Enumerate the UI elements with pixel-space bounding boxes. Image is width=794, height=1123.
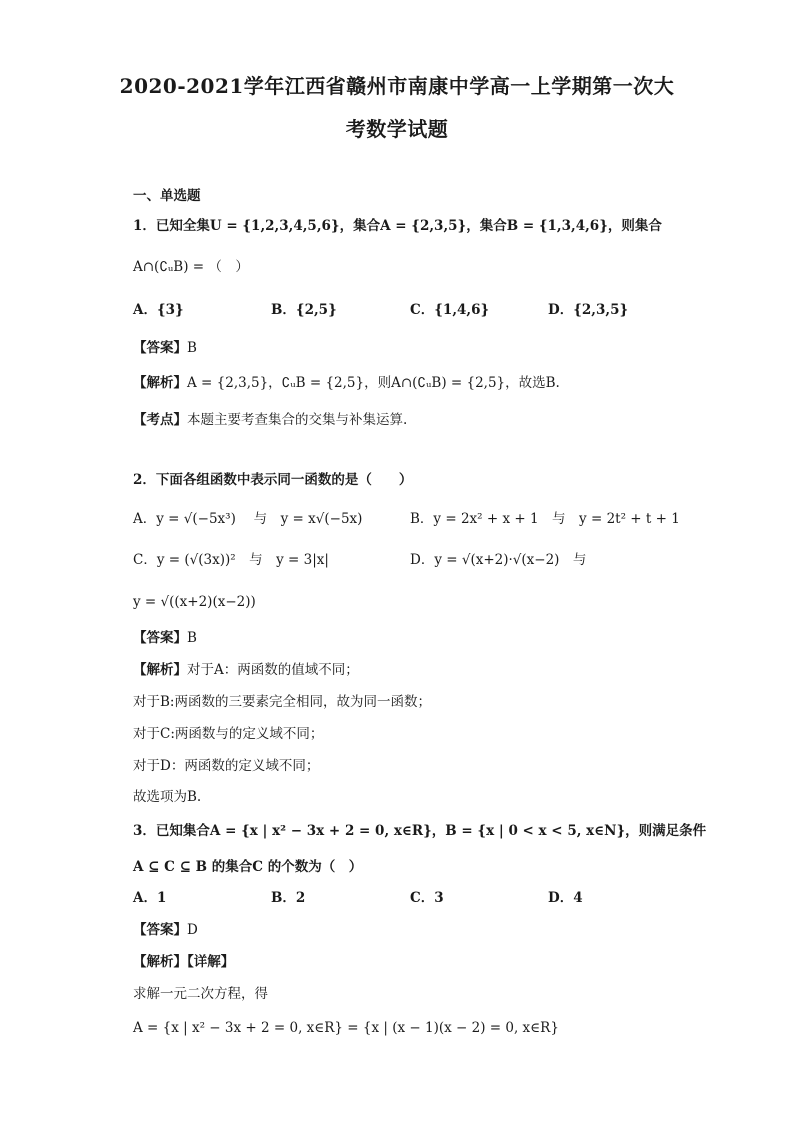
page-title-line-1: 2020-2021学年江西省赣州市南康中学高一上学期第一次大 xyxy=(119,74,675,98)
q1-point-line xyxy=(133,410,407,430)
q2-option-a: A．y = √(−5x³) 与 y = x√(−5x) xyxy=(133,511,363,527)
q3-analysis-line xyxy=(133,952,234,972)
q2-analysis-line-1 xyxy=(133,660,359,680)
q3-stem-cont: A ⊆ C ⊆ B 的集合C 的个数为（ ） xyxy=(133,859,363,875)
q2-answer: B xyxy=(187,630,197,646)
q2-analysis-line-5: 故选项为B. xyxy=(133,789,202,805)
q2-analysis-line-3: 对于C:两函数与的定义域不同； xyxy=(133,726,324,742)
q2-option-b: B．y = 2x² + x + 1 与 y = 2t² + t + 1 xyxy=(410,511,680,527)
q2-option-d: D．y = √(x+2)·√(x−2) 与 xyxy=(410,552,587,568)
point-tag: 【考点】 xyxy=(133,412,187,428)
answer-tag: 【答案】 xyxy=(133,340,187,356)
section-heading: 一、单选题 xyxy=(133,188,201,204)
q1-analysis-line xyxy=(133,373,560,393)
analysis-tag: 【解析】 xyxy=(133,954,187,970)
q3-option-d: D．4 xyxy=(548,890,583,906)
q1-answer-line xyxy=(133,338,197,358)
answer-tag: 【答案】 xyxy=(133,922,187,938)
analysis-tag: 【解析】 xyxy=(133,375,187,391)
q2-analysis-line-4: 对于D：两函数的定义域不同； xyxy=(133,758,320,774)
q3-option-b: B．2 xyxy=(271,890,306,906)
q1-option-a: A．{3} xyxy=(133,302,184,318)
q3-stem: 3．已知集合A = {x | x² − 3x + 2 = 0, x∈R}，B = {x | 0 < x < 5, x∈N}，则满足条件 xyxy=(133,823,707,839)
q2-stem: 2．下面各组函数中表示同一函数的是（ ） xyxy=(133,472,413,488)
q3-analysis-2: A = {x | x² − 3x + 2 = 0, x∈R} = {x | (x − 1)(x − 2) = 0, x∈R} xyxy=(133,1020,559,1036)
analysis-tag: 【解析】 xyxy=(133,662,187,678)
q1-option-d: D．{2,3,5} xyxy=(548,302,629,318)
q1-stem-cont: A∩(∁ᵤB) = （ ） xyxy=(133,259,249,275)
q3-answer: D xyxy=(187,922,198,938)
page-title-line-2: 考数学试题 xyxy=(345,117,449,141)
q1-stem: 1．已知全集U = {1,2,3,4,5,6}，集合A = {2,3,5}，集合B = {1,3,4,6}，则集合 xyxy=(133,218,662,234)
q3-option-a: A．1 xyxy=(133,890,167,906)
detail-tag: 【详解】 xyxy=(187,954,235,970)
q1-option-c: C．{1,4,6} xyxy=(410,302,490,318)
q1-analysis: A = {2,3,5}，∁ᵤB = {2,5}，则A∩(∁ᵤB) = {2,5}，故选B. xyxy=(187,375,560,391)
q3-option-c: C．3 xyxy=(410,890,444,906)
q1-option-b: B．{2,5} xyxy=(271,302,337,318)
q2-analysis-line-2: 对于B:两函数的三要素完全相同，故为同一函数； xyxy=(133,694,431,710)
answer-tag: 【答案】 xyxy=(133,630,187,646)
q1-point: 本题主要考查集合的交集与补集运算. xyxy=(187,412,408,428)
q2-answer-line xyxy=(133,628,197,648)
q3-answer-line xyxy=(133,920,198,940)
q1-answer: B xyxy=(187,340,197,356)
q2-analysis-1: 对于A：两函数的值域不同； xyxy=(187,662,359,678)
q2-option-d-cont: y = √((x+2)(x−2)) xyxy=(133,594,256,610)
q3-analysis-1: 求解一元二次方程，得 xyxy=(133,986,268,1002)
q2-option-c: C．y = (√(3x))² 与 y = 3|x| xyxy=(133,552,329,568)
